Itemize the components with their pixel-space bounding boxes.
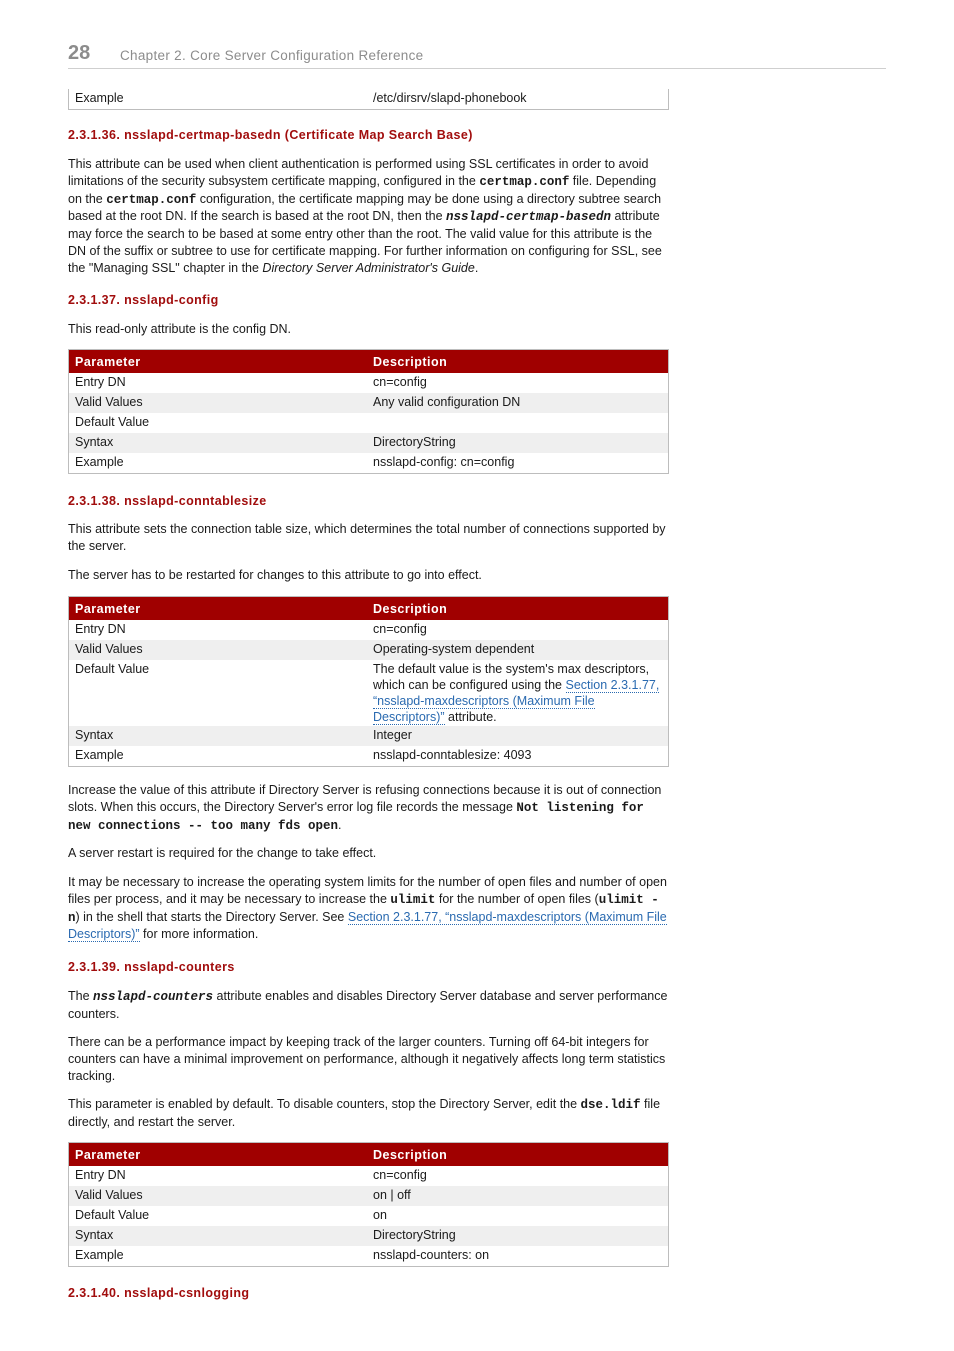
section-heading-38 <box>68 494 668 508</box>
table-cell-label: Example <box>75 91 124 105</box>
section-heading: 2.3.1.40. nsslapd-csnlogging <box>68 1286 250 1300</box>
table-row: Example nsslapd-counters: on <box>75 1248 490 1262</box>
table-row: Default Value The default value is the system's max descriptors, which can be configured using the Section 2.3.1.77, “nsslapd-maxdescriptors (Maximum File Descriptors)” attribute. <box>75 662 660 724</box>
table-row: Entry DN cn=config <box>75 375 427 389</box>
section-38-p4 <box>68 845 668 862</box>
top-table-fragment <box>68 89 668 110</box>
section-39-p3 <box>68 1096 668 1131</box>
section-38-p5 <box>68 874 668 943</box>
section-heading-40 <box>68 1286 668 1300</box>
paragraph: This read-only attribute is the config DN. <box>68 322 292 336</box>
table-row: Syntax DirectoryString <box>69 1226 669 1246</box>
table-header-parameter: Parameter <box>69 350 368 374</box>
table-header-description: Description <box>367 350 669 374</box>
paragraph: The nsslapd-counters attribute enables and disables Directory Server database and server performance counters. <box>68 989 668 1021</box>
table-row: Example nsslapd-conntablesize: 4093 <box>75 748 532 762</box>
section-heading: 2.3.1.38. nsslapd-conntablesize <box>68 494 267 508</box>
table-row: Syntax Integer <box>69 726 669 746</box>
section-heading: 2.3.1.39. nsslapd-counters <box>68 960 235 974</box>
table-row: Default Value <box>75 415 150 429</box>
maxdescriptors-link[interactable]: Section 2.3.1.77, “nsslapd-maxdescriptors (Maximum File Descriptors)” <box>373 678 660 724</box>
table-header-parameter: Parameter <box>69 1143 368 1167</box>
maxdescriptors-link[interactable]: Section 2.3.1.77, “nsslapd-maxdescriptors (Maximum File Descriptors)” <box>68 909 667 942</box>
paragraph: A server restart is required for the change to take effect. <box>68 846 377 860</box>
section-heading-37 <box>68 293 668 307</box>
table-row: Example nsslapd-config: cn=config <box>75 455 515 469</box>
section-heading: 2.3.1.36. nsslapd-certmap-basedn (Certificate Map Search Base) <box>68 128 473 142</box>
section-heading: 2.3.1.37. nsslapd-config <box>68 293 219 307</box>
section-heading-36 <box>68 128 668 142</box>
table-row: Valid Values on | off <box>69 1186 669 1206</box>
paragraph: Increase the value of this attribute if Directory Server is refusing connections because it is out of connection slots. When this occurs, the Directory Server's error log file records the message Not listening for new connections -- too many fds open. <box>68 783 662 833</box>
section-38-p1 <box>68 521 668 555</box>
section-heading-39 <box>68 960 668 974</box>
chapter-title: Chapter 2. Core Server Configuration Reference <box>120 48 424 63</box>
table-row: Syntax DirectoryString <box>69 433 669 453</box>
page-header <box>68 42 886 69</box>
section-38-p3 <box>68 782 668 834</box>
paragraph: It may be necessary to increase the operating system limits for the number of open files and number of open files per process, and it may be necessary to increase the ulimit for the number of open files (ulimit -n) in the shell that starts the Directory Server. See Section 2.3.1.77, “nsslapd-maxdescriptors (Maximum File Descriptors)” for more information. <box>68 875 667 942</box>
table-row: Default Value on <box>75 1208 387 1222</box>
table-row: Entry DN cn=config <box>75 1168 427 1182</box>
table-row: Entry DN cn=config <box>75 622 427 636</box>
page-number: 28 <box>68 42 91 64</box>
table-row: Valid Values Any valid configuration DN <box>69 393 669 413</box>
paragraph: This attribute sets the connection table size, which determines the total number of connections supported by the server. <box>68 522 666 553</box>
paragraph: The server has to be restarted for changes to this attribute to go into effect. <box>68 568 482 582</box>
paragraph: There can be a performance impact by keeping track of the larger counters. Turning off 64-bit integers for counters can have a minimal improvement on performance, although it negatively affects long term statistics tracking. <box>68 1035 666 1083</box>
paragraph: This parameter is enabled by default. To disable counters, stop the Directory Server, edit the dse.ldif file directly, and restart the server. <box>68 1097 661 1129</box>
section-36-body <box>68 156 668 277</box>
section-38-p2 <box>68 567 668 584</box>
config-table <box>68 349 668 474</box>
section-39-p2 <box>68 1034 668 1084</box>
table-header-description: Description <box>367 597 669 621</box>
conntablesize-table <box>68 596 668 767</box>
table-row: Valid Values Operating-system dependent <box>69 640 669 660</box>
table-cell-value: /etc/dirsrv/slapd-phonebook <box>373 91 527 105</box>
table-header-parameter: Parameter <box>69 597 368 621</box>
table-header-description: Description <box>367 1143 669 1167</box>
counters-table <box>68 1142 668 1267</box>
section-37-text <box>68 321 668 338</box>
paragraph: This attribute can be used when client authentication is performed using SSL certificates in order to avoid limitations of the security subsystem certificate mapping, configured in the certmap.conf file. Depending on the certmap.conf configuration, the certificate mapping may be done using a directory subtree search based at the root DN. If the search is based at the root DN, then the nsslapd-certmap-basedn attribute may force the search to be based at some entry other than the root. The valid value for this attribute is the DN of the suffix or subtree to use for certificate mapping. For further information on configuring for SSL, see the "Managing SSL" chapter in the Directory Server Administrator's Guide. <box>68 157 662 275</box>
section-39-p1 <box>68 988 668 1023</box>
